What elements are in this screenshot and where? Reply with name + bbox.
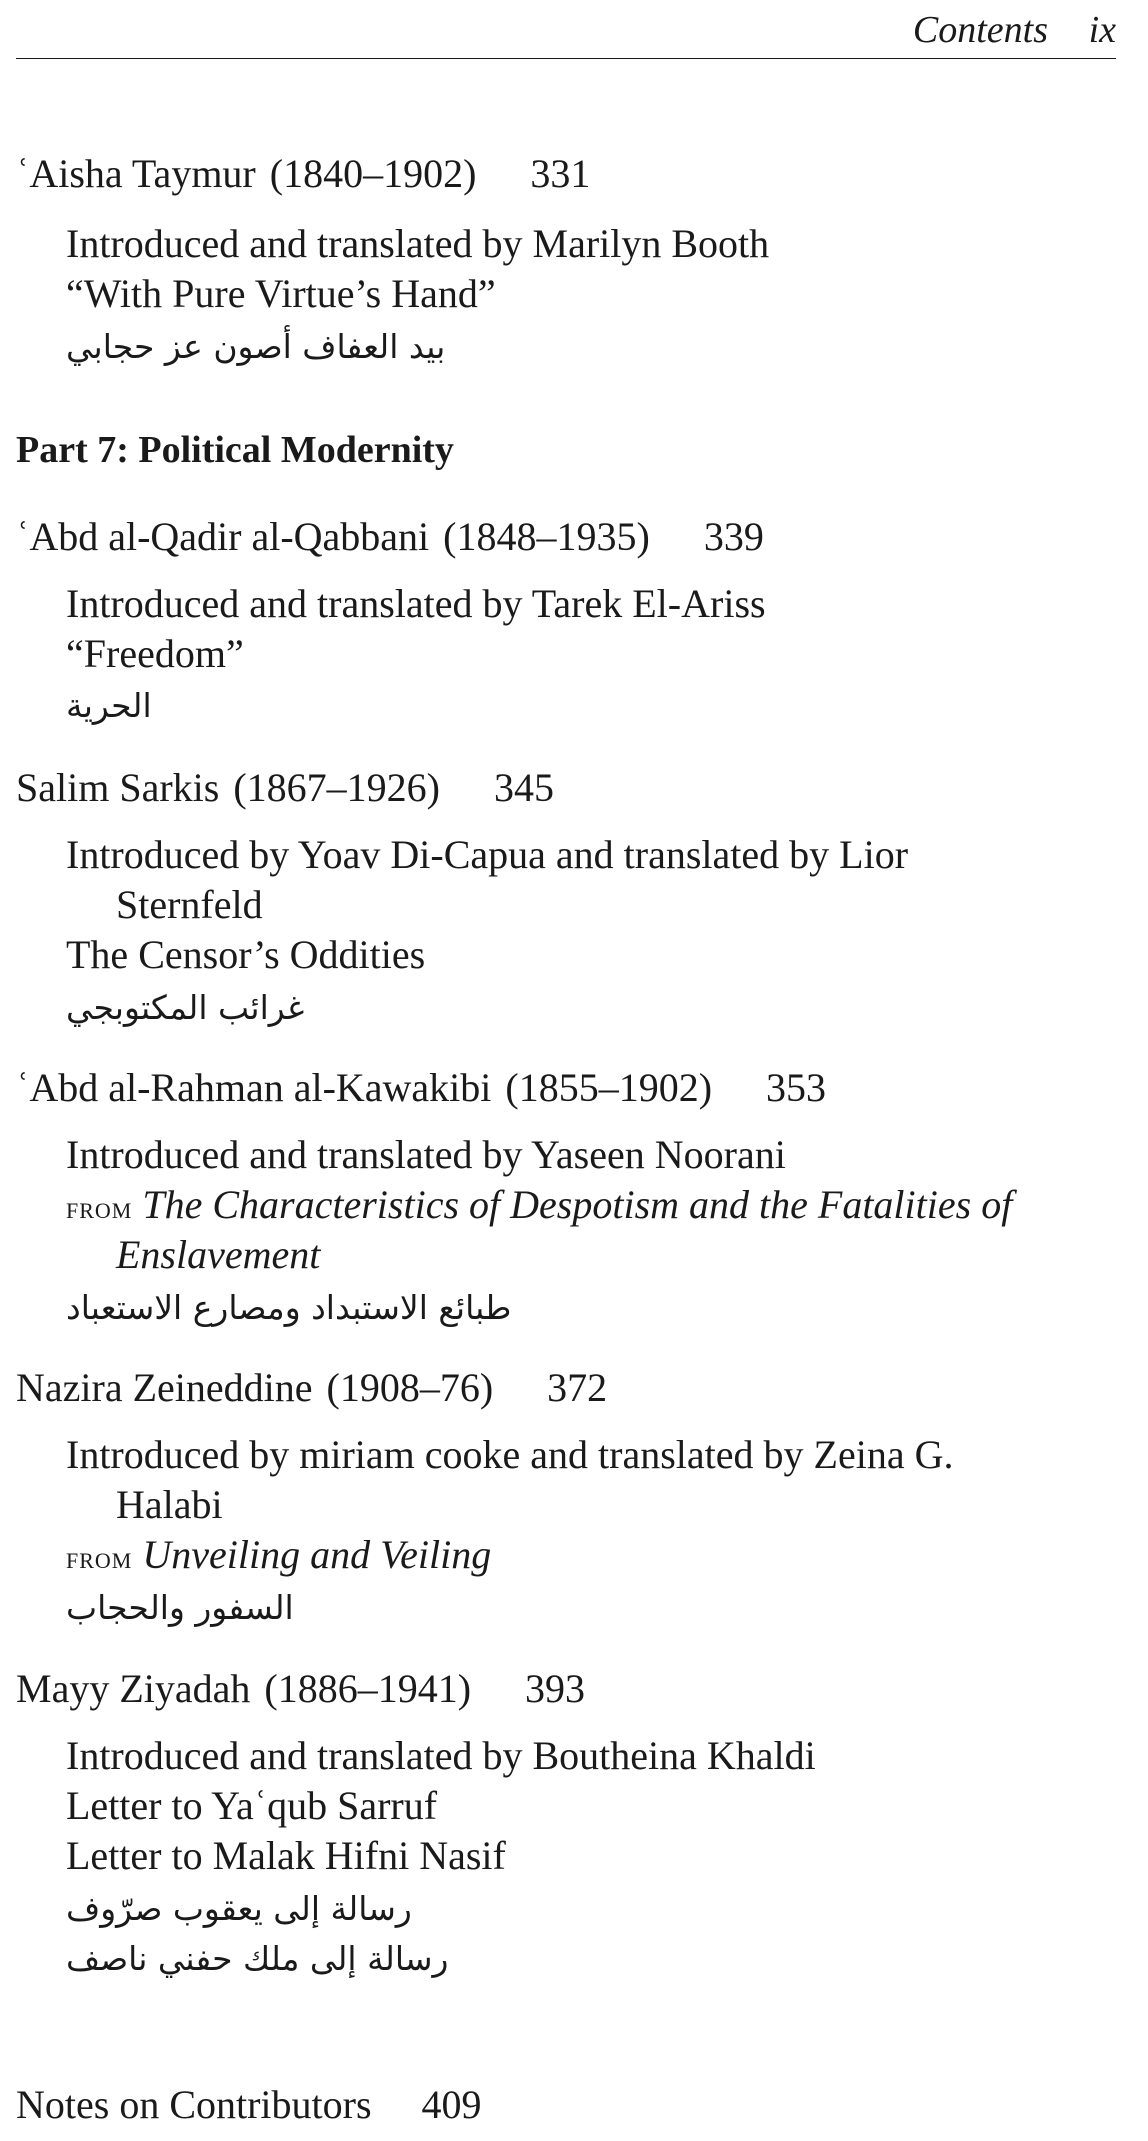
- arabic-title: غرائب المكتوبجي: [66, 988, 305, 1027]
- work-title-continued: Enslavement: [116, 1232, 321, 1277]
- intro-line: Introduced and translated by Marilyn Booth: [66, 221, 770, 266]
- page-ref: 353: [766, 1065, 827, 1110]
- entry-author-line: [16, 1064, 826, 1111]
- entry-author-line: [16, 2081, 482, 2128]
- work-title-text: Unveiling and Veiling: [142, 1532, 492, 1577]
- from-label: from: [66, 1190, 133, 1225]
- running-title: Contents: [912, 9, 1048, 51]
- backmatter-label: Notes on Contributors: [16, 2082, 372, 2127]
- page-ref: 331: [530, 151, 591, 196]
- work-title: “With Pure Virtue’s Hand”: [66, 271, 496, 316]
- page-ref: 345: [493, 765, 554, 810]
- intro-line: Introduced by miriam cooke and translated by Zeina G.: [66, 1432, 954, 1477]
- author-name: ʿAisha Taymur: [16, 151, 256, 196]
- author-dates: (1855–1902): [505, 1065, 713, 1110]
- arabic-title: رسالة إلى ملك حفني ناصف: [66, 1939, 449, 1978]
- author-name: Nazira Zeineddine: [16, 1365, 313, 1410]
- author-dates: (1886–1941): [264, 1666, 472, 1711]
- running-header: [16, 0, 1116, 59]
- author-name: ʿAbd al-Qadir al-Qabbani: [16, 514, 430, 559]
- entry-author-line: [16, 764, 554, 811]
- entry-author-line: [16, 513, 764, 560]
- intro-line: Introduced and translated by Tarek El-Ariss: [66, 581, 766, 626]
- entry-author-line: [16, 1364, 607, 1411]
- page-ref: 409: [421, 2082, 482, 2127]
- author-dates: (1848–1935): [443, 514, 650, 559]
- intro-line-continued: Halabi: [116, 1482, 223, 1527]
- work-title: [66, 1531, 491, 1578]
- author-name: Salim Sarkis: [16, 765, 220, 810]
- page-ref: 372: [547, 1365, 608, 1410]
- author-dates: (1908–76): [326, 1365, 494, 1410]
- work-title: “Freedom”: [66, 631, 244, 676]
- intro-line: Introduced and translated by Yaseen Noorani: [66, 1132, 786, 1177]
- entry-author-line: [16, 1665, 585, 1712]
- entry-author-line: [16, 150, 590, 197]
- intro-line: Introduced and translated by Boutheina Khaldi: [66, 1733, 816, 1778]
- intro-line: Introduced by Yoav Di-Capua and translated by Lior: [66, 832, 909, 877]
- author-name: ʿAbd al-Rahman al-Kawakibi: [16, 1065, 492, 1110]
- page-ref: 339: [703, 514, 764, 559]
- part-heading: Part 7: Political Modernity: [16, 429, 454, 471]
- intro-line-continued: Sternfeld: [116, 882, 263, 927]
- from-label: from: [66, 1540, 133, 1575]
- page-ref: 393: [525, 1666, 586, 1711]
- work-title: Letter to Malak Hifni Nasif: [66, 1833, 506, 1878]
- author-name: Mayy Ziyadah: [16, 1666, 251, 1711]
- arabic-title: طبائع الاستبداد ومصارع الاستعباد: [66, 1288, 512, 1327]
- work-title: Letter to Yaʿqub Sarruf: [66, 1783, 438, 1828]
- arabic-title: رسالة إلى يعقوب صرّوف: [66, 1889, 412, 1928]
- author-dates: (1840–1902): [269, 151, 477, 196]
- work-title: [66, 1181, 1012, 1228]
- arabic-title: السفور والحجاب: [66, 1588, 294, 1627]
- arabic-title: الحرية: [66, 686, 152, 725]
- work-title: The Censor’s Oddities: [66, 932, 426, 977]
- page-number: ix: [1088, 9, 1116, 51]
- arabic-title: بيد العفاف أصون عز حجابي: [66, 327, 446, 366]
- work-title-text: The Characteristics of Despotism and the Fatalities of: [142, 1182, 1013, 1227]
- author-dates: (1867–1926): [233, 765, 440, 810]
